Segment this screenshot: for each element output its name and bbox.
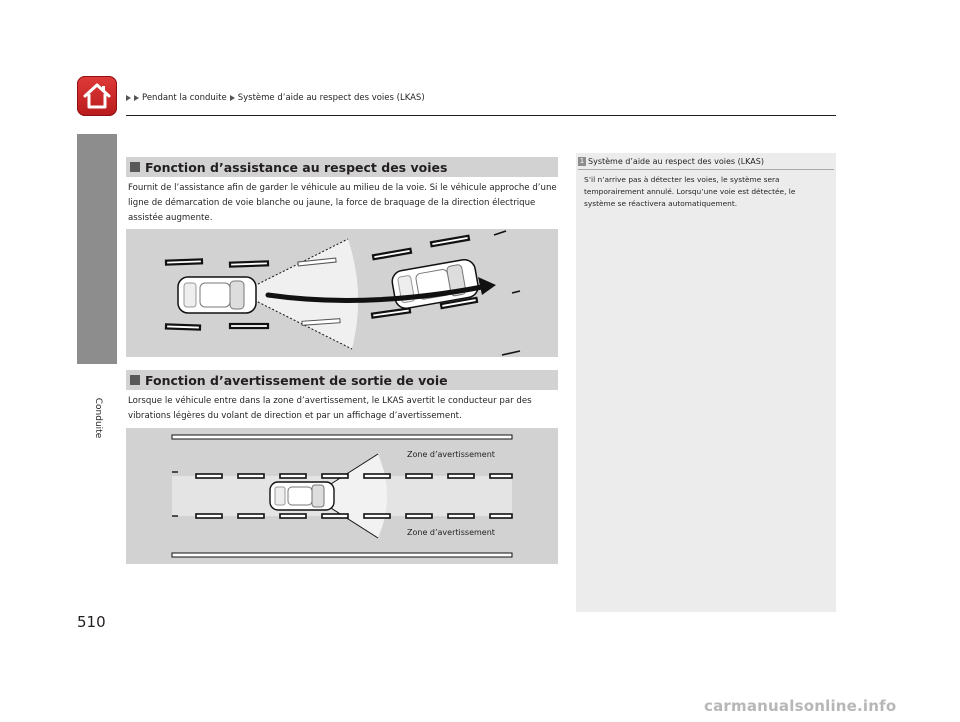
section-body-lane-keeping: Fournit de l’assistance afin de garder le véhicule au milieu de la voie. Si le véhicule approche d’une ligne de démarcation de voie blanche ou jaune, la force de braquage de la direction électrique assistée augmente. (128, 183, 557, 223)
breadcrumb-arrow-icon (134, 95, 139, 101)
chapter-tab[interactable] (77, 134, 117, 364)
breadcrumb-arrow-icon (230, 95, 235, 101)
breadcrumb-arrow-icon (126, 95, 131, 101)
lane-departure-illustration (126, 428, 558, 564)
lane-keeping-illustration (126, 229, 558, 357)
section-heading-text: Fonction d’assistance au respect des voies (145, 159, 448, 175)
breadcrumb (126, 93, 425, 103)
section-heading-lane-keeping (126, 157, 558, 177)
section-heading-lane-departure (126, 370, 558, 390)
heading-square-icon (130, 375, 140, 385)
sidebar-body: S’il n’arrive pas à détecter les voies, le système sera temporairement annulé. Lorsqu’une voie est détectée, le système se réactivera automatiquement. (584, 175, 796, 208)
chapter-label (88, 388, 108, 448)
heading-square-icon (130, 162, 140, 172)
breadcrumb-item-driving[interactable]: Pendant la conduite (142, 93, 227, 103)
page-number: 510 (77, 613, 106, 631)
warning-zone-label-top: Zone d’avertissement (407, 450, 495, 459)
breadcrumb-item-lkas[interactable]: Système d’aide au respect des voies (LKAS) (237, 93, 425, 103)
home-icon (81, 80, 113, 112)
home-button[interactable] (77, 76, 117, 116)
watermark: carmanualsonline.info (704, 697, 897, 715)
vehicle-icon (178, 277, 256, 313)
sidebar-title-text: Système d’aide au respect des voies (LKAS) (588, 157, 764, 166)
vehicle-icon (270, 482, 334, 510)
warning-zone-label-bottom: Zone d’avertissement (407, 528, 495, 537)
sidebar-note (576, 153, 836, 612)
sidebar-title (578, 157, 764, 166)
section-body-lane-departure: Lorsque le véhicule entre dans la zone d’avertissement, le LKAS avertit le conducteur par des vibrations légères du volant de direction et par un affichage d’avertissement. (128, 396, 532, 421)
chapter-label-text: Conduite (93, 397, 103, 439)
reference-number-badge: 1 (579, 157, 585, 165)
section-heading-text: Fonction d’avertissement de sortie de voie (145, 372, 448, 388)
header-divider (126, 115, 836, 116)
sidebar-divider (578, 169, 834, 170)
